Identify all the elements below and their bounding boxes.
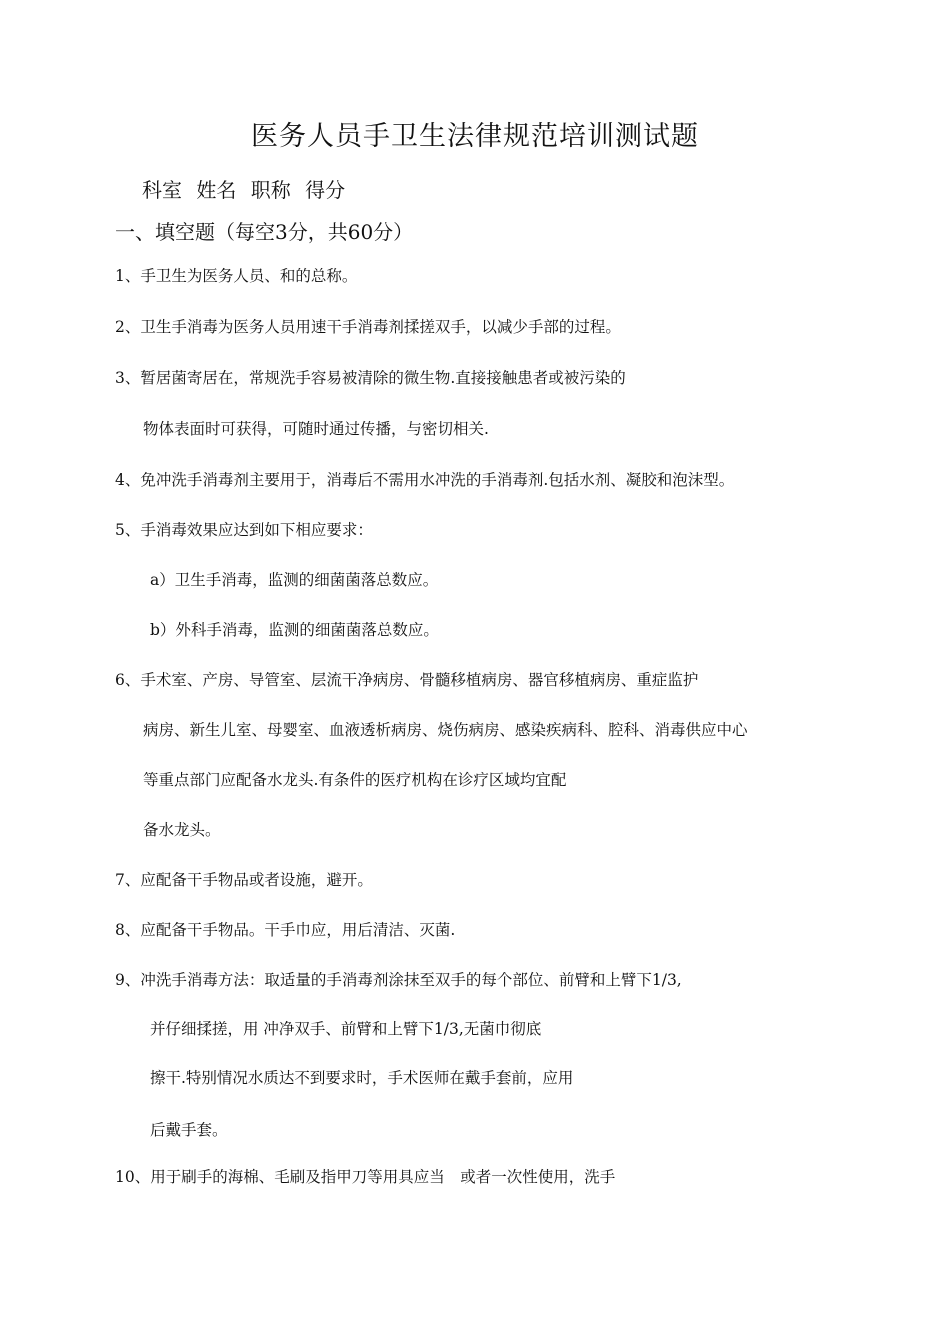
question-1: 1、手卫生为医务人员、和的总称。 [115, 267, 358, 285]
question-6: 6、手术室、产房、导管室、层流干净病房、骨髓移植病房、器官移植病房、重症监护 [115, 671, 699, 689]
question-9-cont-1: 并仔细揉搓，用 冲净双手、前臂和上臂下1/3,无菌巾彻底 [150, 1020, 542, 1038]
question-2: 2、卫生手消毒为医务人员用速干手消毒剂揉搓双手，以减少手部的过程。 [115, 318, 621, 336]
field-name: 姓名 [196, 178, 237, 202]
question-6-cont-3: 备水龙头。 [143, 821, 221, 839]
question-3-cont: 物体表面时可获得，可随时通过传播，与密切相关. [143, 420, 489, 438]
field-department: 科室 [142, 178, 182, 202]
question-5a: a）卫生手消毒，监测的细菌菌落总数应。 [150, 571, 439, 589]
question-7: 7、应配备干手物品或者设施，避开。 [115, 871, 373, 889]
question-9-cont-3: 后戴手套。 [150, 1121, 228, 1139]
question-9: 9、冲洗手消毒方法：取适量的手消毒剂涂抹至双手的每个部位、前臂和上臂下1/3, [115, 971, 682, 989]
field-title: 职称 [250, 178, 291, 202]
question-5: 5、手消毒效果应达到如下相应要求： [115, 521, 373, 539]
question-6-cont-1: 病房、新生儿室、母婴室、血液透析病房、烧伤病房、感染疾病科、腔科、消毒供应中心 [143, 721, 748, 739]
section-heading: 一、填空题（每空3分，共60分） [115, 220, 414, 244]
question-5b: b）外科手消毒，监测的细菌菌落总数应。 [150, 621, 439, 639]
question-3: 3、暂居菌寄居在，常规洗手容易被清除的微生物.直接接触患者或被污染的 [115, 369, 626, 387]
question-8: 8、应配备干手物品。干手巾应，用后清洁、灭菌. [115, 921, 456, 939]
field-score: 得分 [305, 178, 346, 202]
question-10: 10、用于刷手的海棉、毛刷及指甲刀等用具应当 或者一次性使用，洗手 [115, 1168, 616, 1186]
page-title: 医务人员手卫生法律规范培训测试题 [251, 121, 699, 152]
question-9-cont-2: 擦干.特别情况水质达不到要求时，手术医师在戴手套前，应用 [150, 1069, 574, 1087]
question-6-cont-2: 等重点部门应配备水龙头.有条件的医疗机构在诊疗区域均宜配 [143, 771, 567, 789]
question-4: 4、免冲洗手消毒剂主要用于，消毒后不需用水冲洗的手消毒剂.包括水剂、凝胶和泡沫型。 [115, 471, 735, 489]
info-fields [142, 174, 353, 203]
